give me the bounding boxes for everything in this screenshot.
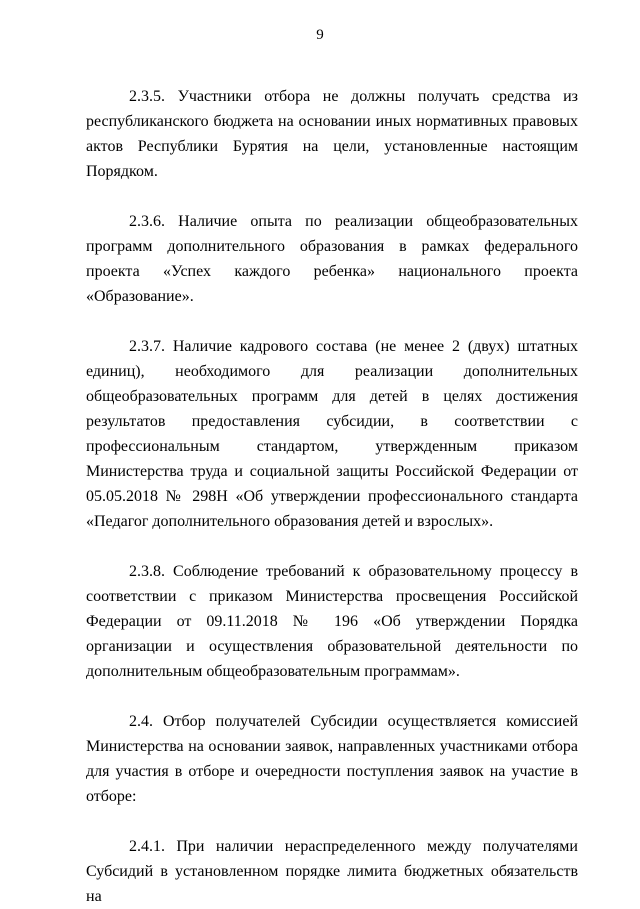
paragraph-2-3-6: 2.3.6. Наличие опыта по реализации общеобразовательных программ дополнительного образования в рамках федерального проекта «Успех каждого ребенка» национального проекта «Образование». — [86, 213, 578, 305]
paragraph-2-3-7: 2.3.7. Наличие кадрового состава (не менее 2 (двух) штатных единиц), необходимого для реализации дополнительных общеобразовательных программ для детей в целях достижения результатов предоставления субсидии, в соответствии с профессиональным стандартом, утвержденным приказом Министерства труда и социальной защиты Российской Федерации от 05.05.2018 № 298Н «Об утверждении профессионального стандарта «Педагог дополнительного образования детей и взрослых». — [86, 338, 578, 530]
paragraph-2-4-1: 2.4.1. При наличии нераспределенного между получателями Субсидий в установленном порядке лимита бюджетных обязательств на — [86, 838, 578, 905]
paragraph-2-3-8: 2.3.8. Соблюдение требований к образовательному процессу в соответствии с приказом Министерства просвещения Российской Федерации от 09.11.2018 № 196 «Об утверждении Порядка организации и осуществления образовательной деятельности по дополнительным общеобразовательным программам». — [86, 563, 578, 680]
document-body — [86, 84, 578, 909]
paragraph-2-3-5: 2.3.5. Участники отбора не должны получать средства из республиканского бюджета на основании иных нормативных правовых актов Республики Бурятия на цели, установленные настоящим Порядком. — [86, 88, 578, 180]
paragraph-2-4: 2.4. Отбор получателей Субсидии осуществляется комиссией Министерства на основании заявок, направленных участниками отбора для участия в отборе и очередности поступления заявок на участие в отборе: — [86, 713, 578, 805]
page-number: 9 — [316, 27, 324, 43]
